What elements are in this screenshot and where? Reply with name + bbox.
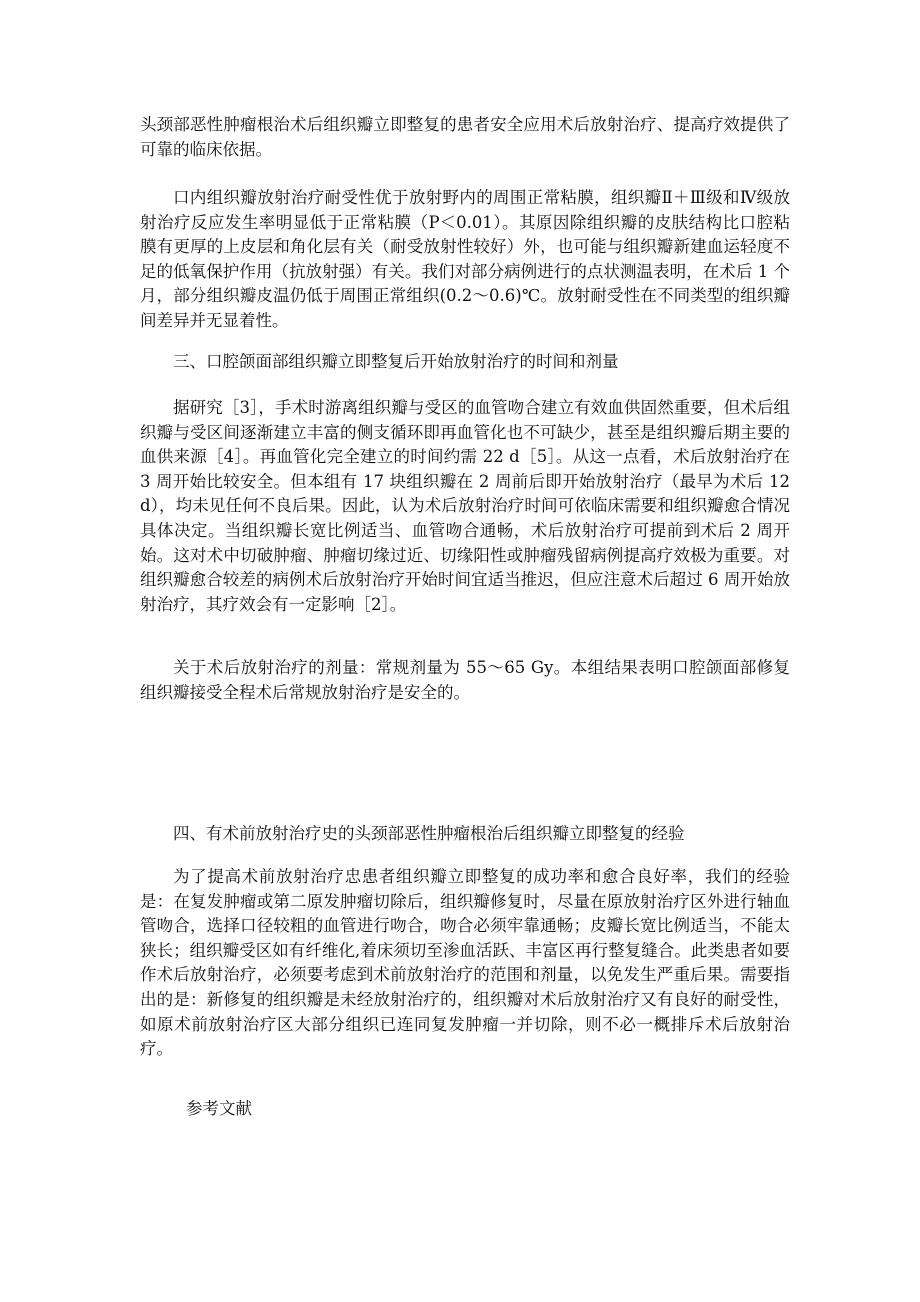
section-heading-timing-dose: 三、口腔颌面部组织瓣立即整复后开始放射治疗的时间和剂量 (173, 352, 619, 371)
paragraph-revascularization: 据研究［3］，手术时游离组织瓣与受区的血管吻合建立有效血供固然重要，但术后组织瓣与受区间逐渐建立丰富的侧支循环即再血管化也不可缺少，甚至是组织瓣后期主要的血供来源［4］。再血管化完全建立的时间约需 22 d［5］。从这一点看，术后放射治疗在 3 周开始比较安全。但本组有 17 块组织瓣在 2 周前后即开始放射治疗（最早为术后 12 d），均未见任何不良后果。因此，认为术后放射治疗时间可依临床需要和组织瓣愈合情况具体决定。当组织瓣长宽比例适当、血管吻合通畅，术后放射治疗可提前到术后 2 周开始。这对术中切破肿瘤、肿瘤切缘过近、切缘阳性或肿瘤残留病例提高疗效极为重要。对组织瓣愈合较差的病例术后放射治疗开始时间宜适当推迟，但应注意术后超过 6 周开始放射治疗，其疗效会有一定影响［2］。 (140, 398, 790, 614)
section-heading-preop-experience: 四、有术前放射治疗史的头颈部恶性肿瘤根治后组织瓣立即整复的经验 (173, 824, 685, 843)
references-heading: 参考文献 (186, 1099, 252, 1118)
paragraph-radiation-tolerance: 口内组织瓣放射治疗耐受性优于放射野内的周围正常粘膜，组织瓣Ⅱ＋Ⅲ级和Ⅳ级放射治疗反应发生率明显低于正常粘膜（P＜0.01）。其原因除组织瓣的皮肤结构比口腔粘膜有更厚的上皮层和角化层有关（耐受放射性较好）外，也可能与组织瓣新建血运轻度不足的低氧保护作用（抗放射强）有关。我们对部分病例进行的点状测温表明，在术后 1 个月，部分组织瓣皮温仍低于周围正常组织(0.2～0.6)℃。放射耐受性在不同类型的组织瓣间差异并无显着性。 (140, 188, 790, 330)
paragraph-dose: 关于术后放射治疗的剂量：常规剂量为 55～65 Gy。本组结果表明口腔颌面部修复组织瓣接受全程术后常规放射治疗是安全的。 (140, 658, 790, 702)
paragraph-preop-experience: 为了提高术前放射治疗忠患者组织瓣立即整复的成功率和愈合良好率，我们的经验是：在复发肿瘤或第二原发肿瘤切除后，组织瓣修复时，尽量在原放射治疗区外进行轴血管吻合，选择口径较粗的血管进行吻合，吻合必须牢靠通畅；皮瓣长宽比例适当，不能太狭长；组织瓣受区如有纤维化,着床须切至渗血活跃、丰富区再行整复缝合。此类患者如要作术后放射治疗，必须要考虑到术前放射治疗的范围和剂量，以免发生严重后果。需要指出的是：新修复的组织瓣是未经放射治疗的，组织瓣对术后放射治疗又有良好的耐受性，如原术前放射治疗区大部分组织已连同复发肿瘤一并切除，则不必一概排斥术后放射治疗。 (140, 867, 790, 1059)
paragraph-intro-continuation: 头颈部恶性肿瘤根治术后组织瓣立即整复的患者安全应用术后放射治疗、提高疗效提供了可靠的临床依据。 (140, 115, 790, 159)
